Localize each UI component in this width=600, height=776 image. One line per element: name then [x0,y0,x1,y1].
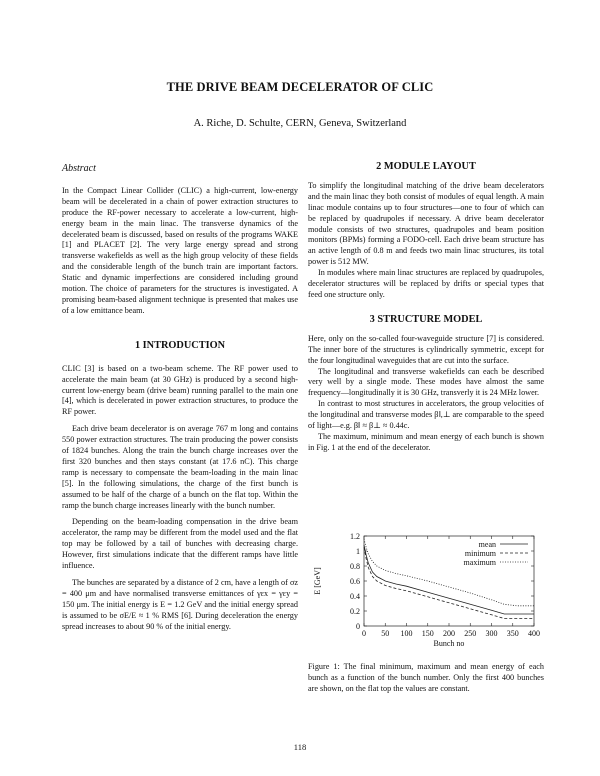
structure-model-paragraph: The longitudinal and transverse wakefields can each be described very well by a single mode. These modes have almost the same frequency—longitudinally it is 30 GHz, transverly it is 24 MHz lower. [308,366,544,398]
introduction-heading: 1 INTRODUCTION [134,339,226,351]
legend-label-minimum: minimum [464,549,496,558]
y-tick-label: 0.8 [350,562,360,571]
paper-title: THE DRIVE BEAM DECELERATOR OF CLIC [166,80,434,94]
structure-model-heading: 3 STRUCTURE MODEL [369,313,483,325]
right-column [308,162,544,454]
module-layout-paragraph: In modules where main linac structures are replaced by quadrupoles, decelerator structures will be replaced by drifts or special types that feed one structure only. [308,268,544,299]
structure-model-paragraph: In contrast to most structures in accelerators, the group velocities of the longitudinal and transverse modes β‖,⊥ are comparable to the speed of light—e.g. β‖ ≈ β⊥ ≈ 0.44c. [308,399,544,431]
page-number: 118 [293,742,307,752]
left-column [62,164,298,633]
introduction-paragraph: CLIC [3] is based on a two-beam scheme. The RF power used to accelerate the main beam (at 30 GHz) is produced by a second high-current low-energy beam (drive beam) running parallel to the main one [4], which is decelerated in power extraction structures, to produce the RF power. [62,363,298,417]
introduction-paragraph: Depending on the beam-loading compensation in the drive beam accelerator, the ramp may be different from the model used and the flat top may be followed by a tail of bunches with decreasing charge. However, first simulations indicate that the different ramps have little influence. [62,517,298,571]
x-tick-label: 0 [362,629,366,638]
x-tick-label: 250 [464,629,477,638]
plot-frame [364,536,534,626]
legend-label-maximum: maximum [463,558,496,567]
y-tick-label: 0.6 [350,577,360,586]
module-layout-heading: 2 MODULE LAYOUT [376,161,476,172]
y-tick-label: 1.2 [350,532,360,541]
x-tick-label: 300 [485,629,498,638]
introduction-paragraph: Each drive beam decelerator is on average 767 m long and contains 550 power extraction structures. The train producing the power consists of 1824 bunches. Along the train the bunch charge increases over the first 320 bunches and then stays constant (at 17.6 nC). This charge ramp is necessary to compensate the beam-loading in the main linac [5]. In the following simulations, the charge of the first bunch is assumed to be half of the charge of a bunch on the flat top. Within the ramp the bunch charge increases linearly with the bunch number. [62,424,298,510]
module-layout-paragraph: To simplify the longitudinal matching of the drive beam decelerators and the main linac they both consist of modules of equal length. A main linac module contains up to four structures—one to four of which can be replaced by quadrupoles if necessary. A drive beam decelerator module consists of two structures, quadrupoles and beam position monitors (BPMs) forming a FODO-cell. Each drive beam structure has an active length of 0.8 m and feeds two main linac structures, its total power is 512 MW. [308,180,544,267]
y-tick-label: 0.2 [350,607,360,616]
x-tick-label: 50 [381,629,390,638]
x-tick-label: 100 [400,629,413,638]
y-axis-label: E [GeV] [313,567,322,595]
x-tick-label: 350 [506,629,519,638]
energy-chart-svg [308,528,544,650]
x-tick-label: 200 [443,629,455,638]
legend-label-mean: mean [478,540,496,549]
abstract-text: In the Compact Linear Collider (CLIC) a high-current, low-energy beam will be decelerated in a chain of power extraction structures to produce the RF-power necessary to accelerate a low-current, high-energy beam in the main linac. The transverse dynamics of the decelerated beam is discussed, based on results of the programs WAKE [1] and PLACET [2]. The very large energy spread and strong transverse wakefields as well as the high group velocity of these fields and the considerable length of the bunch train are important factors. Static and dynamic imperfections are considered including ground motion. The choice of parameters for the structures is investigated. A promising beam-based alignment technique is presented that makes use of a low emittance beam. [62,185,298,315]
structure-model-paragraph: The maximum, minimum and mean energy of each bunch is shown in Fig. 1 at the end of the decelerator. [308,431,544,452]
abstract-heading: Abstract [62,163,96,174]
figure-caption: Figure 1: The final minimum, maximum and mean energy of each bunch as a function of the bunch number. Only the first 400 bunches are shown, on the flat top the values are constant. [308,662,544,693]
y-tick-label: 0.4 [350,592,360,601]
x-axis-label: Bunch no [433,639,465,648]
y-tick-label: 1 [356,547,360,556]
series-line-minimum [364,547,534,618]
series-line-maximum [364,539,534,606]
structure-model-paragraph: Here, only on the so-called four-waveguide structure [7] is considered. The inner bore of the structures is cylindrically symmetric, except for the four longitudinal waveguides that are cut into the surface. [308,333,544,365]
energy-chart [308,528,544,650]
y-tick-label: 0 [356,622,360,631]
introduction-paragraph: The bunches are separated by a distance of 2 cm, have a length of σz = 400 μm and have normalised transverse emittances of γεx = γεy = 150 μm. The initial energy is E = 1.2 GeV and the initial energy spread is assumed to be σE/E ≈ 1 % RMS [6]. During deceleration the energy spread increases to about 90 % of the initial energy. [62,578,298,631]
x-tick-label: 400 [528,629,540,638]
series-line-mean [364,545,534,614]
x-tick-label: 150 [421,629,434,638]
paper-authors: A. Riche, D. Schulte, CERN, Geneva, Switzerland [193,118,407,129]
